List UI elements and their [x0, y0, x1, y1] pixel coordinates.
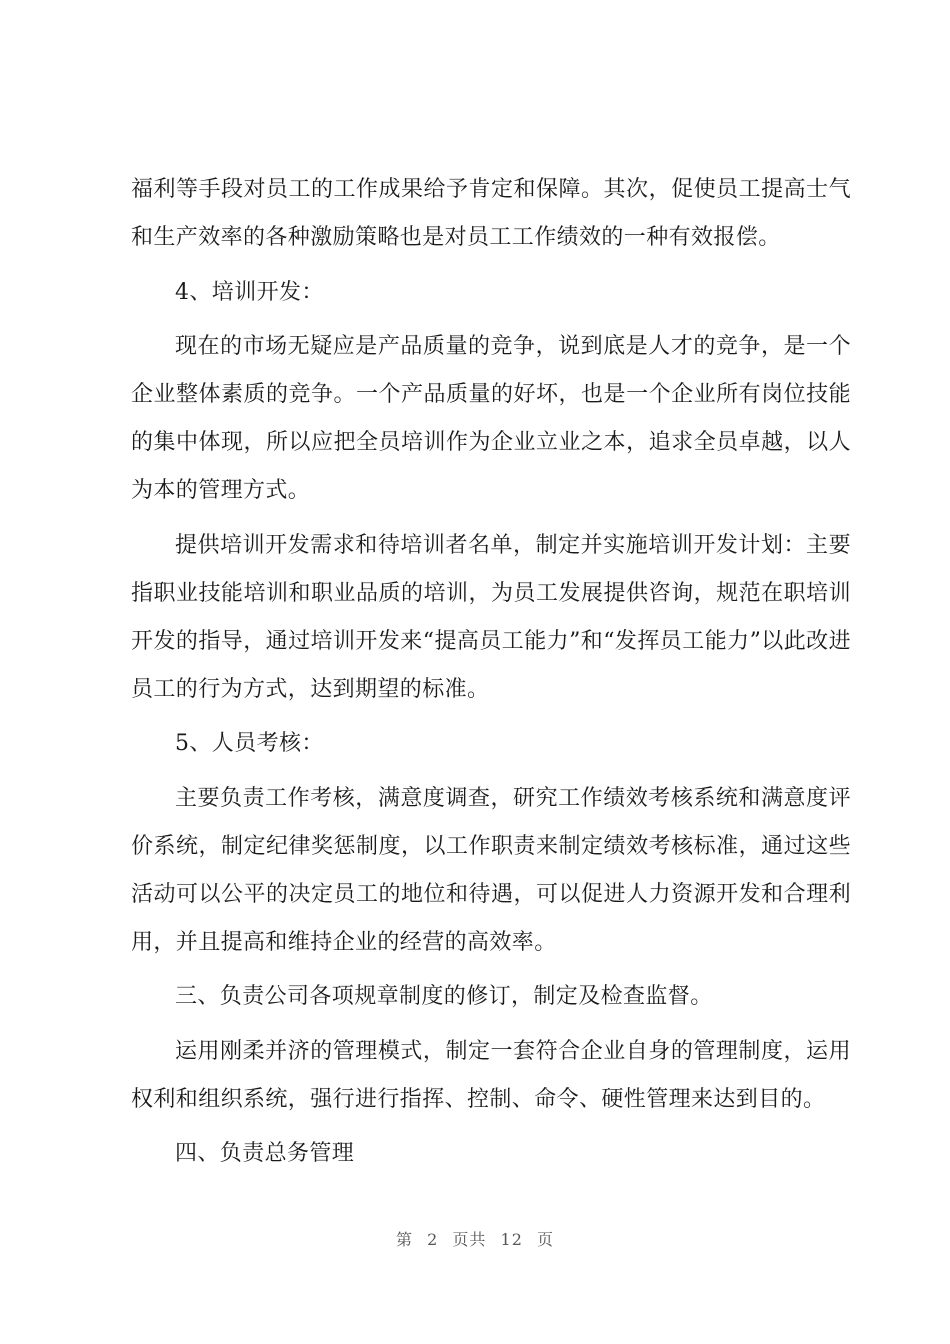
paragraph: 现在的市场无疑应是产品质量的竞争，说到底是人才的竞争，是一个企业整体素质的竞争。一个产品质量的好坏，也是一个企业所有岗位技能的集中体现，所以应把全员培训作为企业立业之本，追求全员卓越，以人为本的管理方式。	[131, 334, 851, 503]
section-heading-regulations: 三、负责公司各项规章制度的修订，制定及检查监督。	[175, 984, 713, 1009]
paragraph: 运用刚柔并济的管理模式，制定一套符合企业自身的管理制度，运用权利和组织系统，强行进行指挥、控制、命令、硬性管理来达到目的。	[131, 1038, 851, 1112]
current-page-number: 2	[427, 1230, 439, 1249]
document-body	[131, 166, 851, 1185]
paragraph: 主要负责工作考核，满意度调查，研究工作绩效考核系统和满意度评价系统，制定纪律奖惩制度，以工作职责来制定绩效考核标准，通过这些活动可以公平的决定员工的地位和待遇，可以促进人力资源开发和合理利用，并且提高和维持企业的经营的高效率。	[131, 785, 851, 955]
page-label-suffix: 页	[536, 1230, 554, 1249]
section-heading-general-affairs: 四、负责总务管理	[175, 1141, 355, 1166]
paragraph: 提供培训开发需求和待培训者名单，制定并实施培训开发计划：主要指职业技能培训和职业品质的培训，为员工发展提供咨询，规范在职培训开发的指导，通过培训开发来“提高员工能力”和“发挥员工能力”以此改进员工的行为方式，达到期望的标准。	[131, 532, 851, 702]
total-pages-number: 12	[500, 1230, 523, 1249]
section-heading-training: 4、培训开发：	[175, 279, 324, 305]
paragraph: 福利等手段对员工的工作成果给予肯定和保障。其次，促使员工提高士气和生产效率的各种激励策略也是对员工工作绩效的一种有效报偿。	[131, 177, 851, 250]
page-footer	[0, 1227, 950, 1250]
page-label-prefix: 第	[396, 1230, 414, 1249]
section-heading-assessment: 5、人员考核：	[175, 731, 324, 756]
page-label-mid: 页共	[452, 1230, 487, 1249]
